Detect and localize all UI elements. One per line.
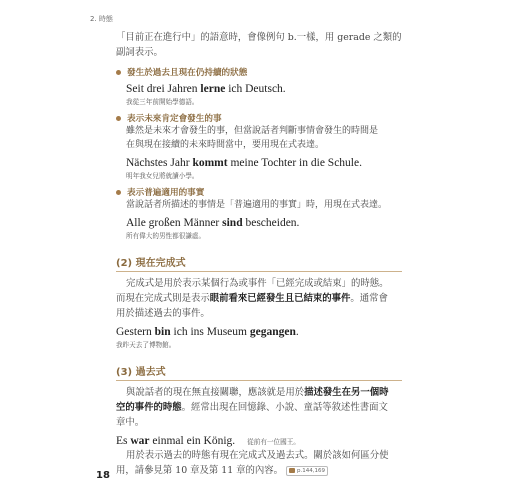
bullet-title: 表示普遍適用的事實	[127, 188, 205, 198]
bullet-description: 當說話者所描述的事情是「普遍適用的事實」時，用現在式表達。	[126, 200, 388, 210]
bullet-dot-icon	[116, 190, 121, 195]
section-paragraph: 用於描述過去的事件。	[116, 308, 210, 319]
bullet-description: 在與現在接續的未來時間當中，要用現在式表達。	[126, 140, 325, 150]
page-content	[116, 30, 402, 478]
bullet-dot-icon	[116, 116, 121, 121]
german-example-2: Nächstes Jahr kommt meine Tochter in die Schule.	[126, 157, 362, 169]
section-title: (2) 現在完成式	[116, 258, 186, 269]
german-example-1: Seit drei Jahren lerne ich Deutsch.	[126, 83, 286, 95]
section-paragraph: 完成式是用於表示某個行為或事件「已經完成或結束」的時態。	[126, 278, 389, 289]
chinese-translation-3: 所有偉大的男性都很謙虛。	[126, 232, 206, 240]
german-example-5: Es war einmal ein König. 從前有一位國王。	[116, 435, 300, 447]
section-paragraph: 而現在完成式則是表示眼前看來已經發生且已結束的事件。通常會	[116, 293, 388, 304]
section-paragraph: 用於表示過去的時態有現在完成式及過去式。關於該如何區分使	[126, 450, 389, 461]
german-example-3: Alle großen Männer sind bescheiden.	[126, 217, 300, 229]
running-header: 2. 時態	[90, 15, 113, 23]
chinese-translation-1: 我從三年前開始學德語。	[126, 98, 199, 106]
book-icon	[289, 468, 295, 473]
page-number: 18	[96, 470, 110, 481]
bullet-dot-icon	[116, 70, 121, 75]
intro-line-1: 「目前正在進行中」的語意時，會像例句 b.一樣，用 gerade 之類的	[116, 32, 402, 43]
section-heading-present-perfect	[116, 254, 402, 272]
chinese-translation-2: 明年我女兒將就讀小學。	[126, 172, 199, 180]
section-paragraph: 章中。	[116, 417, 145, 428]
section-title: (3) 過去式	[116, 367, 166, 378]
section-paragraph: 用，請參見第 10 章及第 11 章的內容。 p.144,169	[116, 463, 402, 478]
chinese-translation-5: 從前有一位國王。	[247, 438, 300, 446]
bullet-title: 發生於過去且現在仍持續的狀態	[127, 68, 248, 78]
section-heading-past-tense	[116, 363, 402, 381]
chinese-translation-4: 我昨天去了博物館。	[116, 341, 176, 349]
bullet-title: 表示未來肯定會發生的事	[127, 114, 222, 124]
page-reference-link[interactable]: p.144,169	[286, 466, 328, 476]
bullet-heading-2	[116, 112, 402, 124]
bullet-heading-3	[116, 186, 402, 198]
bullet-heading-1	[116, 66, 402, 78]
bullet-description: 雖然是未來才會發生的事，但當說話者判斷事情會發生的時間是	[126, 126, 379, 136]
intro-line-2: 副詞表示。	[116, 47, 163, 58]
german-example-4: Gestern bin ich ins Museum gegangen.	[116, 326, 299, 338]
section-paragraph: 空的事件的時態。經常出現在回憶錄、小說、童話等敘述性書面文	[116, 402, 388, 413]
section-paragraph: 與說話者的現在無直接關聯，應該就是用於描述發生在另一個時	[126, 387, 389, 398]
